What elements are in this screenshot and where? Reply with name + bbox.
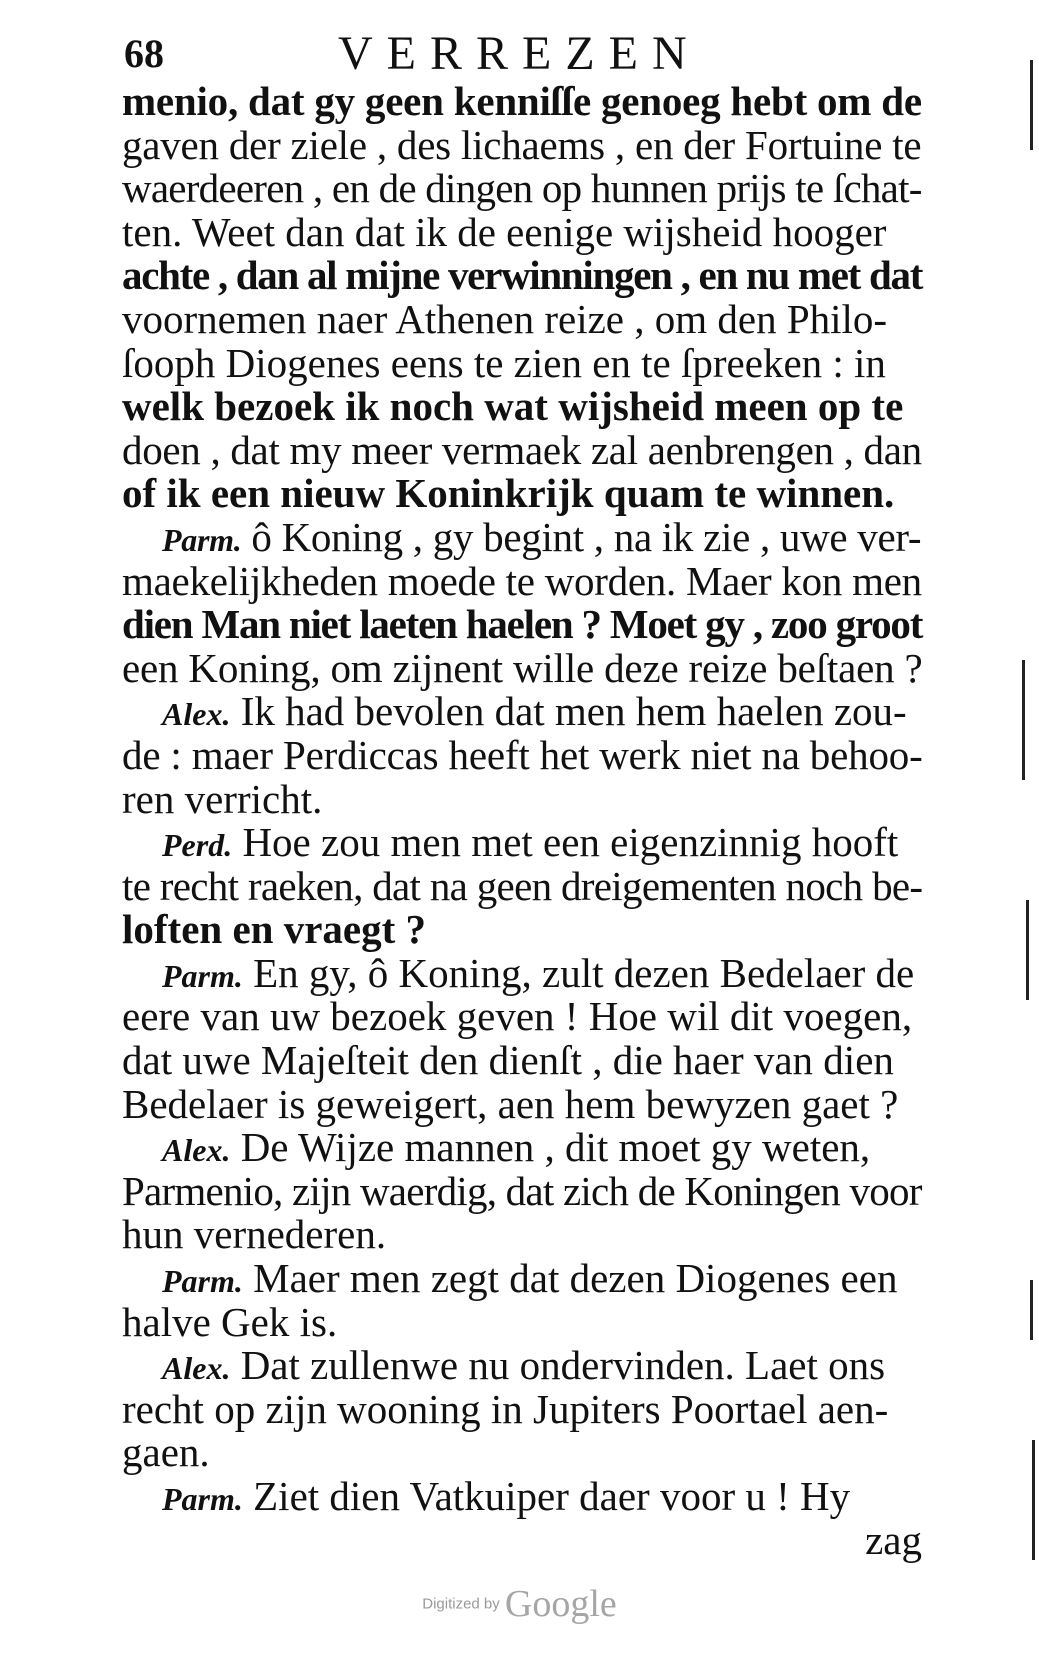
- line-text: En gy, ô Koning, zult dezen Bedelaer de: [253, 949, 915, 996]
- line-text: menio, dat gy geen kenniſſe genoeg hebt om de: [122, 78, 922, 124]
- text-line: [122, 385, 922, 429]
- body-text: [122, 80, 922, 1562]
- line-text: recht op zijn wooning in Jupiters Poortael aen-: [122, 1385, 889, 1432]
- text-line: [122, 167, 922, 211]
- catchword: zag: [865, 1516, 922, 1563]
- line-text: ſooph Diogenes eens te zien en te ſpreeken : in: [122, 339, 886, 386]
- line-text: welk bezoek ik noch wat wijsheid meen op te: [122, 383, 904, 430]
- page-header: [124, 24, 924, 84]
- speaker-label: Perd.: [162, 827, 233, 864]
- line-text: achte , dan al mijne verwinningen , en nu met dat: [122, 252, 923, 299]
- text-line: [122, 1080, 922, 1127]
- line-text: hun vernederen.: [122, 1211, 387, 1258]
- text-line: [122, 1298, 922, 1345]
- page-edge-mark: [1032, 1440, 1035, 1560]
- line-text: Maer men zegt dat dezen Diogenes een: [253, 1255, 898, 1302]
- page-edge-mark: [1030, 1280, 1033, 1340]
- text-line: [122, 644, 923, 691]
- line-text: waerdeeren , en de dingen op hunnen prijs te ſchat-: [122, 165, 922, 212]
- text-line: [122, 121, 922, 168]
- line-text: te recht raeken, dat na geen dreigementen noch be-: [122, 862, 923, 909]
- line-text: ren verricht.: [122, 775, 323, 822]
- speaker-label: Alex.: [162, 1350, 231, 1387]
- line-text: Hoe zou men met een eigenzinnig hooft: [242, 819, 899, 866]
- line-text: maekelijkheden moede te worden. Maer kon men: [122, 557, 922, 604]
- text-line: [122, 208, 922, 255]
- text-line: [122, 1167, 922, 1214]
- page-edge-mark: [1026, 900, 1029, 1000]
- google-logo: Google: [504, 1583, 617, 1625]
- text-line: [122, 513, 922, 560]
- line-text: loften en vraegt ?: [122, 906, 426, 953]
- line-text: dien Man niet laeten haelen ? Moet gy , zoo groot: [122, 601, 923, 648]
- line-text: Bedelaer is geweigert, aen hem bewyzen gaet ?: [122, 1080, 899, 1127]
- text-line: [122, 80, 922, 124]
- speaker-label: Parm.: [162, 957, 243, 994]
- line-text: de : maer Perdiccas heeft het werk niet na behoo-: [122, 731, 923, 778]
- line-text: Parmenio, zijn waerdig, dat zich de Koningen voor: [122, 1167, 922, 1214]
- text-line: [122, 426, 922, 473]
- line-text: een Koning, om zijnent wille deze reize beſtaen ?: [122, 644, 923, 691]
- speaker-label: Alex.: [162, 696, 231, 733]
- line-text: De Wijze mannen , dit moet gy weten,: [240, 1124, 871, 1171]
- text-line: [122, 1126, 922, 1170]
- text-line: [122, 254, 922, 298]
- line-text: ten. Weet dan dat ik de eenige wijsheid hooger: [122, 208, 887, 255]
- text-line: [122, 603, 922, 647]
- text-line: [122, 1385, 922, 1432]
- page-edge-mark: [1030, 60, 1033, 150]
- text-line: [122, 731, 923, 778]
- text-line: [122, 1039, 922, 1083]
- speaker-label: Parm.: [162, 1481, 243, 1517]
- text-line: [122, 908, 922, 952]
- line-text: voornemen naer Athenen reize , om den Philo-: [122, 295, 888, 342]
- line-text: ô Koning , gy begint , na ik zie , uwe ver-: [251, 513, 922, 560]
- text-line: [122, 775, 922, 822]
- speaker-label: Parm.: [162, 1263, 243, 1300]
- text-line: [122, 295, 922, 342]
- page-edge-mark: [1022, 660, 1025, 780]
- digitized-by-label: Digitized by: [422, 1595, 500, 1613]
- line-text: doen , dat my meer vermaek zal aenbrengen , dan: [122, 426, 922, 473]
- text-line: [122, 1475, 922, 1519]
- text-line: [122, 821, 922, 865]
- digitization-watermark: [0, 1582, 1039, 1626]
- line-text: halve Gek is.: [122, 1298, 338, 1345]
- line-text: Ziet dien Vatkuiper daer voor u ! Hy: [253, 1473, 851, 1519]
- text-line: [122, 995, 922, 1039]
- line-text: gaven der ziele , des lichaems , en der Fortuine te: [122, 121, 922, 168]
- text-line: [122, 1257, 922, 1301]
- text-line: [122, 339, 922, 386]
- speaker-label: Parm.: [162, 521, 242, 558]
- text-line: [122, 690, 922, 734]
- line-text: Ik had bevolen dat men hem haelen zou-: [240, 688, 907, 735]
- line-text: gaen.: [122, 1429, 210, 1476]
- text-line: [122, 862, 923, 909]
- text-line: [122, 1213, 922, 1257]
- text-line: [122, 557, 922, 604]
- line-text: of ik een nieuw Koninkrijk quam te winnen.: [122, 470, 895, 517]
- line-text: dat uwe Majeſteit den dienſt , die haer van dien: [122, 1037, 894, 1084]
- text-line: [122, 1431, 922, 1475]
- line-text: Dat zullenwe nu ondervinden. Laet ons: [240, 1342, 886, 1389]
- page-number: 68: [124, 31, 164, 76]
- text-line: [122, 949, 922, 996]
- text-line: [122, 1344, 922, 1388]
- line-text: eere van uw bezoek geven ! Hoe wil dit voegen,: [122, 993, 913, 1040]
- speaker-label: Alex.: [162, 1132, 231, 1169]
- running-head: VERREZEN: [338, 27, 701, 80]
- text-line: [122, 472, 922, 516]
